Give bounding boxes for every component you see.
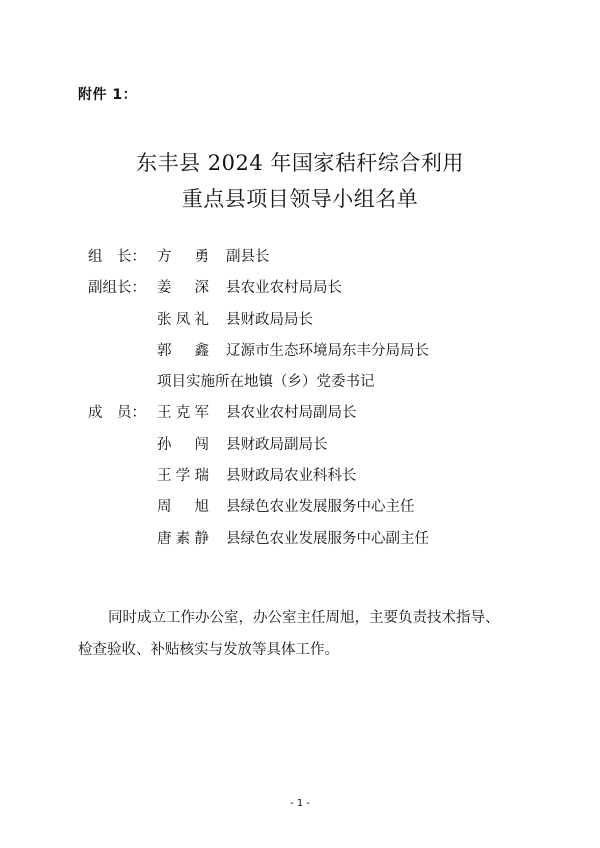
roster-row-leader bbox=[88, 246, 548, 277]
roster-row-member bbox=[88, 528, 548, 559]
member-position: 县农业农村局局长 bbox=[226, 280, 342, 297]
member-name: 姜 深 bbox=[157, 280, 209, 297]
roster-row-member bbox=[88, 465, 548, 496]
roster-row-deputy bbox=[88, 340, 548, 371]
office-note-paragraph bbox=[78, 602, 524, 666]
member-name: 王克军 bbox=[157, 405, 209, 422]
member-roster bbox=[88, 246, 548, 559]
roster-row-deputy bbox=[88, 277, 548, 308]
member-name: 周 旭 bbox=[157, 499, 209, 516]
member-name: 唐素静 bbox=[157, 530, 209, 547]
document-title-line-2: 重点县项目领导小组名单 bbox=[181, 187, 419, 211]
member-name: 方 勇 bbox=[157, 249, 209, 265]
roster-row-member bbox=[88, 402, 548, 433]
roster-row-member bbox=[88, 496, 548, 527]
role-label: 副组长： bbox=[88, 280, 146, 297]
member-name: 郭 鑫 bbox=[157, 342, 209, 359]
member-name: 孙 闯 bbox=[157, 436, 209, 453]
attachment-label: 附件 1： bbox=[78, 87, 138, 103]
member-name: 王学瑞 bbox=[157, 468, 209, 485]
member-position: 副县长 bbox=[226, 249, 270, 265]
member-name: 张凤礼 bbox=[157, 311, 209, 328]
member-position: 县财政局局长 bbox=[226, 311, 313, 328]
note-line-2: 检查验收、补贴核实与发放等具体工作。 bbox=[78, 642, 339, 658]
member-position: 县绿色农业发展服务中心副主任 bbox=[226, 530, 429, 547]
roster-row-member bbox=[88, 434, 548, 465]
member-position: 辽源市生态环境局东丰分局局长 bbox=[226, 342, 429, 359]
role-label: 成 员： bbox=[88, 405, 146, 422]
member-position: 县财政局副局长 bbox=[226, 436, 328, 453]
member-full-entry: 项目实施所在地镇（乡）党委书记 bbox=[157, 374, 375, 391]
page-number: - 1 - bbox=[290, 798, 310, 809]
roster-row-deputy bbox=[88, 371, 548, 402]
roster-row-deputy bbox=[88, 309, 548, 340]
member-position: 县财政局农业科科长 bbox=[226, 468, 357, 485]
member-position: 县农业农村局副局长 bbox=[226, 405, 357, 422]
member-position: 县绿色农业发展服务中心主任 bbox=[226, 499, 415, 516]
note-line-1: 同时成立工作办公室，办公室主任周旭，主要负责技术指导、 bbox=[108, 610, 500, 626]
role-label: 组 长： bbox=[88, 249, 146, 265]
document-title-line-1: 东丰县 2024 年国家秸秆综合利用 bbox=[136, 151, 464, 175]
